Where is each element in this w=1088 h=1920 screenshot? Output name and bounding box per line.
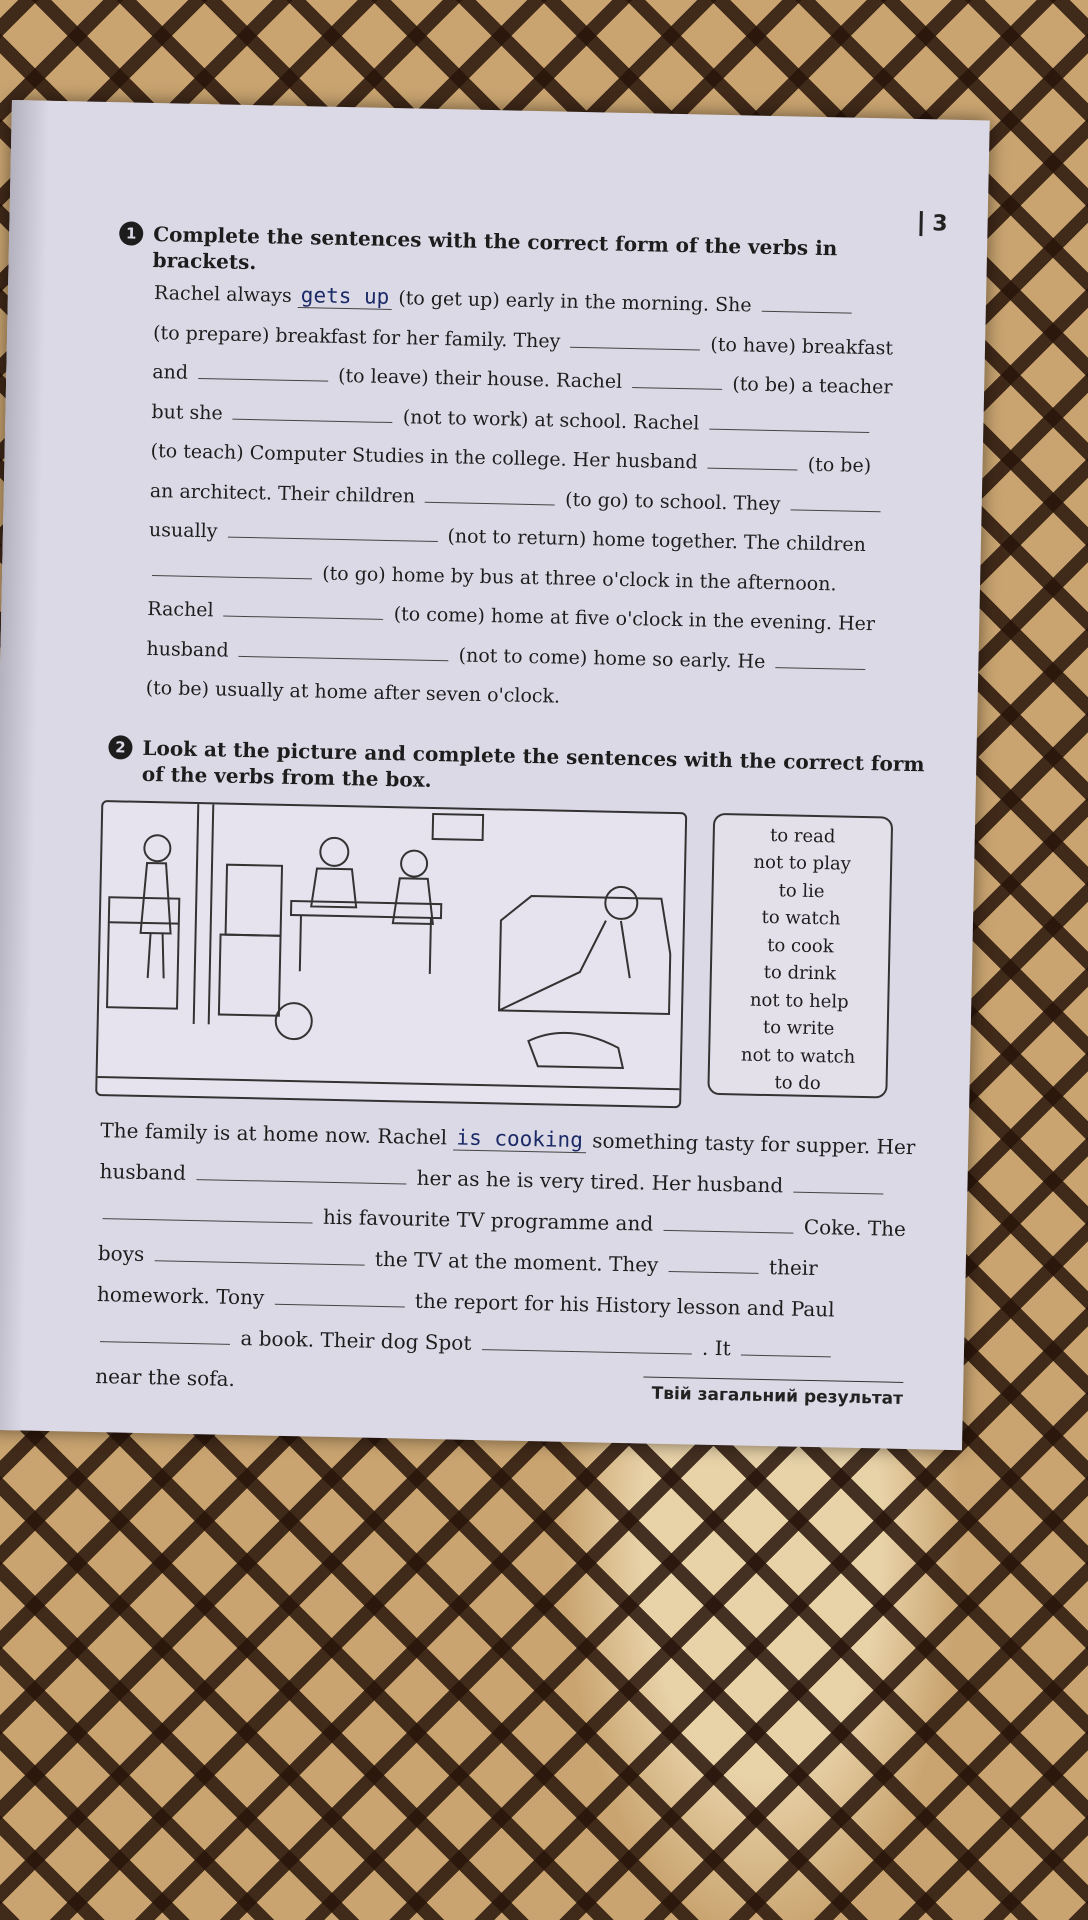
answer-blank[interactable] xyxy=(274,1285,404,1307)
verb-item: not to watch xyxy=(740,1043,856,1068)
task2-title: Look at the picture and complete the sentences with the correct form of the verbs from the box. xyxy=(141,735,925,792)
handwritten-answer[interactable]: is cooking xyxy=(453,1125,586,1153)
text: something tasty for supper. Her xyxy=(591,1127,916,1159)
answer-blank[interactable] xyxy=(708,450,798,471)
text: but she xyxy=(151,400,224,424)
verb-item: to do xyxy=(774,1072,821,1095)
answer-blank[interactable] xyxy=(239,637,449,660)
verb-box xyxy=(707,812,893,1098)
text: their xyxy=(768,1254,819,1280)
text: his favourite TV programme and xyxy=(322,1204,654,1236)
verb-item: to write xyxy=(762,1016,835,1040)
text: the report for his History lesson and Paul xyxy=(414,1288,835,1321)
text: (not to return) home together. The children xyxy=(447,525,867,556)
text: her as he is very tired. Her husband xyxy=(416,1165,784,1197)
answer-blank[interactable] xyxy=(741,1336,831,1357)
verb-item: to cook xyxy=(767,934,834,957)
handwritten-answer[interactable]: gets up xyxy=(298,283,393,310)
text: (not to work) at school. Rachel xyxy=(402,405,700,434)
answer-blank[interactable] xyxy=(632,369,722,390)
text: (to go) home by bus at three o'clock in the afternoon. xyxy=(321,562,837,595)
verb-item: not to play xyxy=(753,851,852,875)
text: usually xyxy=(148,518,218,543)
answer-blank[interactable] xyxy=(761,293,851,314)
answer-blank[interactable] xyxy=(224,598,384,620)
answer-blank[interactable] xyxy=(793,1173,883,1194)
task2-number: 2 xyxy=(108,735,132,759)
text: (to leave) their house. Rachel xyxy=(337,364,623,393)
text: (to prepare) breakfast for her family. They xyxy=(152,321,561,353)
text: (not to come) home so early. He xyxy=(458,643,766,673)
text: (to be) usually at home after seven o'clock. xyxy=(145,676,561,708)
answer-blank[interactable] xyxy=(790,491,880,512)
answer-blank[interactable] xyxy=(669,1253,759,1274)
text: (to come) home at five o'clock in the evening. Her xyxy=(393,603,876,636)
text: . It xyxy=(701,1335,731,1360)
answer-blank[interactable] xyxy=(198,360,328,382)
workbook-page xyxy=(0,100,990,1450)
text: husband xyxy=(99,1158,187,1185)
text: the TV at the moment. They xyxy=(374,1246,659,1277)
text: The family is at home now. Rachel xyxy=(100,1117,448,1149)
text: homework. Tony xyxy=(96,1281,265,1310)
text: Rachel always xyxy=(153,282,292,307)
total-result-label: Твій загальний результат xyxy=(643,1377,904,1409)
text: near the sofa. xyxy=(95,1363,236,1391)
text: (to have) breakfast xyxy=(710,333,894,360)
text: a book. Their dog Spot xyxy=(240,1325,472,1355)
answer-blank[interactable] xyxy=(663,1211,793,1233)
answer-blank[interactable] xyxy=(227,519,437,542)
text: boys xyxy=(97,1240,145,1266)
text: (to be) a teacher xyxy=(732,373,893,399)
text: Rachel xyxy=(147,597,214,622)
verb-item: to lie xyxy=(778,879,825,902)
answer-blank[interactable] xyxy=(233,400,393,422)
page-binding-shadow xyxy=(0,100,50,1431)
text: (to teach) Computer Studies in the college. Her husband xyxy=(150,439,698,474)
task2-text xyxy=(95,1110,921,1414)
text: (to be) xyxy=(807,453,872,478)
answer-blank[interactable] xyxy=(154,1242,364,1265)
text: husband xyxy=(146,637,229,662)
family-illustration xyxy=(95,800,687,1108)
answer-blank[interactable] xyxy=(103,1200,313,1223)
answer-blank[interactable] xyxy=(482,1331,692,1354)
task1-number: 1 xyxy=(119,221,143,245)
answer-blank[interactable] xyxy=(152,557,312,579)
answer-blank[interactable] xyxy=(196,1161,406,1184)
text: (to go) to school. They xyxy=(564,488,781,515)
verb-item: to watch xyxy=(761,906,841,930)
task2-figure-row xyxy=(95,800,927,1113)
text: Coke. The xyxy=(803,1214,907,1241)
page-content xyxy=(95,220,939,1413)
answer-blank[interactable] xyxy=(709,410,869,432)
task1-text xyxy=(145,273,938,725)
verb-item: to read xyxy=(769,824,836,847)
text: (to get up) early in the morning. She xyxy=(398,287,752,317)
verb-item: to drink xyxy=(763,961,837,985)
task1-title: Complete the sentences with the correct form of the verbs in brackets. xyxy=(152,221,838,275)
answer-blank[interactable] xyxy=(100,1323,230,1345)
verb-item: not to help xyxy=(749,989,849,1013)
task2-heading xyxy=(108,734,929,803)
answer-blank[interactable] xyxy=(425,483,555,505)
answer-blank[interactable] xyxy=(775,649,865,670)
family-scene-drawing xyxy=(97,802,685,1106)
page-number: 3 xyxy=(919,211,948,237)
text: and xyxy=(152,361,189,384)
text: an architect. Their children xyxy=(149,479,416,508)
answer-blank[interactable] xyxy=(570,328,700,350)
